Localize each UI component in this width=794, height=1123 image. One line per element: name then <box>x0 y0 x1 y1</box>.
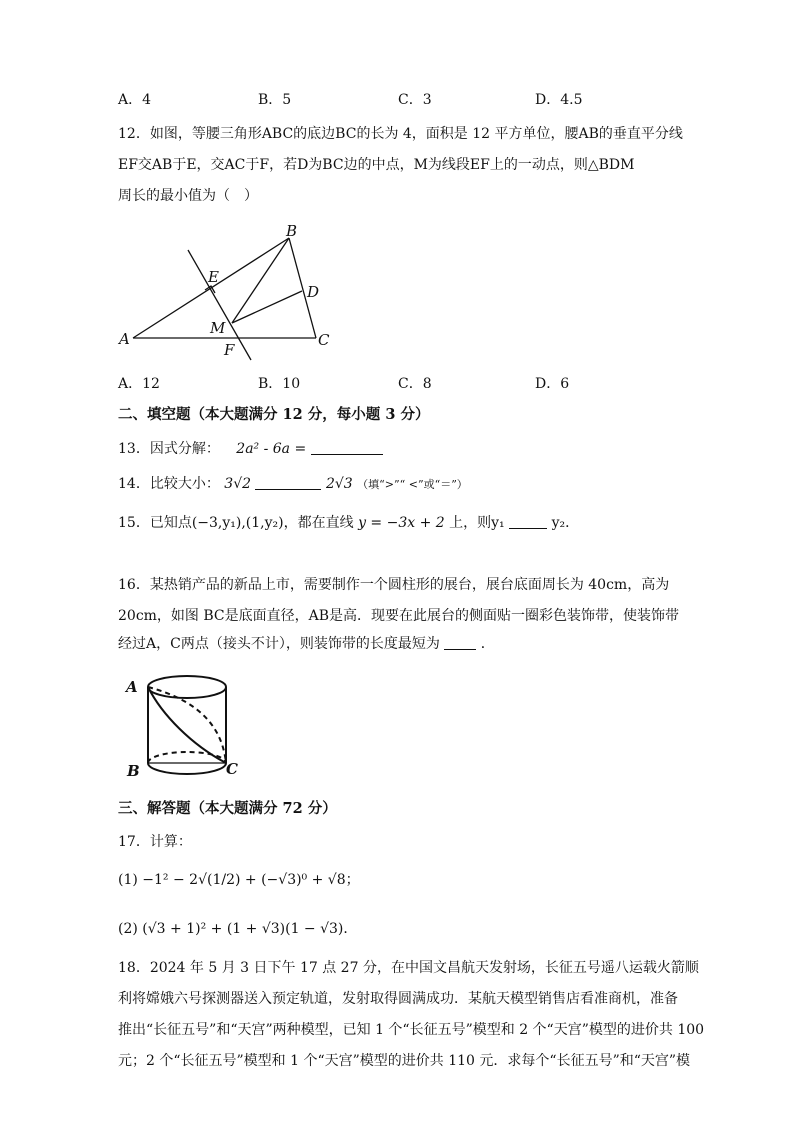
q16-answer-blank <box>444 635 476 650</box>
q17-part-1: (1) −1² − 2√(1/2) + (−√3)⁰ + √8； <box>118 872 360 888</box>
q11-option-a: A．4 <box>118 92 152 108</box>
q15-prefix: 15．已知点(−3,y₁),(1,y₂)，都在直线 <box>118 515 354 531</box>
label-c: C <box>226 760 238 778</box>
q15-mid: 上，则y₁ <box>449 515 505 531</box>
cylinder-bottom-front <box>148 763 226 774</box>
q12-option-c: C．8 <box>398 376 432 392</box>
label-f: F <box>224 341 235 359</box>
label-b: B <box>127 762 140 780</box>
q15-answer-blank <box>509 514 547 529</box>
label-c: C <box>318 331 330 349</box>
q14 <box>118 474 468 495</box>
label-b: B <box>286 225 298 240</box>
q14-answer-blank <box>255 475 321 490</box>
q13-prefix: 13．因式分解： <box>118 441 220 457</box>
q11-option-d: D．4.5 <box>535 92 583 108</box>
q16-line-3-text: 经过A，C两点（接头不计），则装饰带的长度最短为 <box>118 636 440 652</box>
label-a: A <box>119 330 130 348</box>
q18-line-3: 推出“长征五号”和“天宫”两种模型，已知 1 个“长征五号”模型和 2 个“天宫”模型的进价共 100 <box>118 1022 705 1038</box>
label-m: M <box>210 319 226 337</box>
q15-end: y₂． <box>551 515 580 531</box>
q17-part-2: (2) (√3 + 1)² + (1 + √3)(1 − √3)． <box>118 921 358 937</box>
q18-line-4: 元；2 个“长征五号”模型和 1 个“天宫”模型的进价共 110 元．求每个“长征五号”和“天宫”模 <box>118 1053 691 1069</box>
q18-line-2: 利将嫦娥六号探测器送入预定轨道，发射取得圆满成功．某航天模型销售店看准商机，准备 <box>118 991 678 1007</box>
q12-line-3: 周长的最小值为（ ） <box>118 188 258 204</box>
q12-triangle-figure <box>115 225 335 365</box>
cylinder-top <box>148 676 226 698</box>
q16-line-3-end: ． <box>480 636 495 652</box>
q13-expression: 2a² - 6a = <box>236 441 307 457</box>
q12-line-1: 12．如图，等腰三角形ABC的底边BC的长为 4，面积是 12 平方单位，腰AB的垂直平分线 <box>118 126 683 142</box>
q14-prefix: 14．比较大小： <box>118 476 220 492</box>
cylinder-bottom-back <box>148 752 226 763</box>
q15-line-equation: y = −3x + 2 <box>358 515 445 531</box>
q12-option-d: D．6 <box>535 376 570 392</box>
q16-line-1: 16．某热销产品的新品上市，需要制作一个圆柱形的展台，展台底面周长为 40cm，高为 <box>118 577 670 593</box>
q16-cylinder-figure <box>122 670 247 785</box>
section-3-heading: 三、解答题（本大题满分 72 分） <box>118 800 337 817</box>
q11-option-c: C．3 <box>398 92 432 108</box>
line-ef <box>188 250 251 360</box>
q13-answer-blank <box>311 440 383 455</box>
q11-option-b: B．5 <box>258 92 292 108</box>
label-d: D <box>307 283 320 301</box>
q18-line-1: 18．2024 年 5 月 3 日下午 17 点 27 分，在中国文昌航天发射场，长征五号遥八运载火箭顺 <box>118 960 699 976</box>
q14-left-expression: 3√2 <box>224 476 252 492</box>
q16-line-3 <box>118 634 495 654</box>
q12-option-b: B．10 <box>258 376 301 392</box>
q13 <box>118 439 383 459</box>
q16-line-2: 20cm，如图 BC是底面直径，AB是高．现要在此展台的侧面贴一圈彩色装饰带，使装饰带 <box>118 608 680 624</box>
q15 <box>118 513 579 533</box>
section-2-heading: 二、填空题（本大题满分 12 分，每小题 3 分） <box>118 406 430 423</box>
label-e: E <box>208 268 219 286</box>
q14-note: （填“>”“ <”或“＝”） <box>357 478 468 491</box>
q12-option-a: A．12 <box>118 376 160 392</box>
q14-right-expression: 2√3 <box>325 476 353 492</box>
q12-line-2: EF交AB于E，交AC于F，若D为BC边的中点，M为线段EF上的一动点，则△BDM <box>118 157 635 173</box>
label-a: A <box>126 678 138 696</box>
q17-title: 17．计算： <box>118 834 192 850</box>
